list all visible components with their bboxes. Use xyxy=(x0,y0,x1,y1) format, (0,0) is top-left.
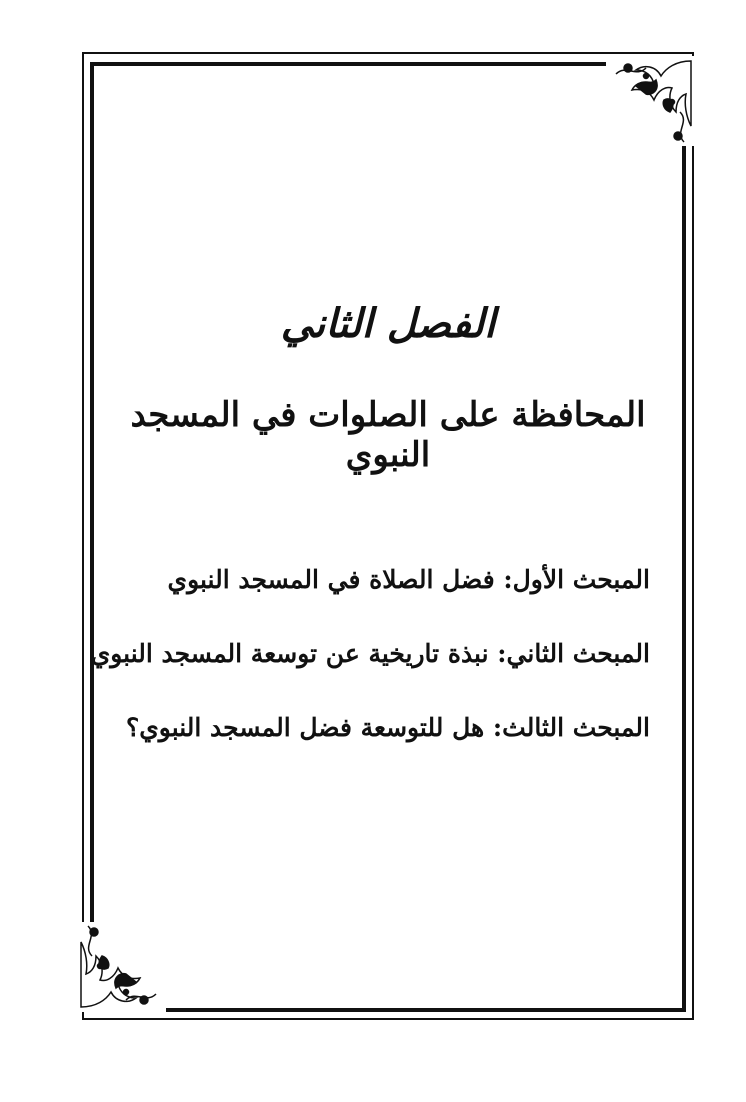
page-border-inner xyxy=(90,62,686,1012)
section-label: المبحث الثاني: xyxy=(497,639,650,668)
section-item xyxy=(125,708,650,782)
section-item xyxy=(130,560,650,634)
chapter-heading: الفصل الثاني xyxy=(280,300,496,347)
sections-list xyxy=(90,560,650,782)
section-text: فضل الصلاة في المسجد النبوي xyxy=(167,565,495,594)
section-label: المبحث الأول: xyxy=(503,565,650,594)
floral-corner-icon xyxy=(76,922,166,1012)
section-text: نبذة تاريخية عن توسعة المسجد النبوي xyxy=(90,639,489,668)
floral-corner-icon xyxy=(606,56,696,146)
section-label: المبحث الثالث: xyxy=(492,713,650,742)
section-item xyxy=(90,634,650,708)
chapter-title: المحافظة على الصلوات في المسجد النبوي xyxy=(130,395,646,475)
section-text: هل للتوسعة فضل المسجد النبوي؟ xyxy=(125,713,485,742)
